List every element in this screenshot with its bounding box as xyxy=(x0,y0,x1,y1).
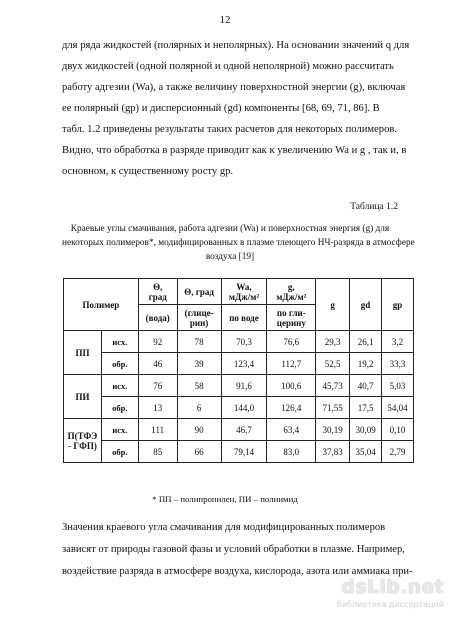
watermark-title: dsLib.net xyxy=(341,576,444,598)
table-cell: 29,3 xyxy=(316,331,350,353)
watermark-subtitle: библиотека диссертаций xyxy=(336,600,444,609)
table-cell: 3,2 xyxy=(382,331,414,353)
paragraph-line: Видно, что обработка в разряде приводит как к увеличению Wa и g , так и, в xyxy=(62,145,407,156)
table-row xyxy=(64,375,414,397)
table-cell: 5,03 xyxy=(382,375,414,397)
header-wa xyxy=(221,279,267,305)
header-theta-water: (вода) xyxy=(138,305,177,331)
data-table xyxy=(63,278,414,463)
header-g: g xyxy=(316,279,350,331)
table-cell: 35,04 xyxy=(350,441,382,463)
state-cell: обр. xyxy=(101,397,138,419)
table-cell: 45,73 xyxy=(316,375,350,397)
table-caption-line: некоторых полимеров*, модифицированных в плазме тлеющего НЧ-разряда в атмосфере xyxy=(62,238,415,248)
watermark xyxy=(294,576,444,612)
table-cell: 0,10 xyxy=(382,419,414,441)
table-cell: 70,3 xyxy=(221,331,267,353)
table-cell: 76 xyxy=(138,375,177,397)
header-polymer: Полимер xyxy=(64,279,139,331)
table-cell: 92 xyxy=(138,331,177,353)
table-cell: 2,79 xyxy=(382,441,414,463)
table-cell: 83,0 xyxy=(267,441,316,463)
header-theta2-sub xyxy=(177,305,221,331)
table-cell: 46,7 xyxy=(221,419,267,441)
table-cell: 71,55 xyxy=(316,397,350,419)
header-gp: gp xyxy=(382,279,414,331)
paragraph-line: зависят от природы газовой фазы и условий обработки в плазме. Например, xyxy=(62,544,405,555)
state-cell: исх. xyxy=(101,375,138,397)
table-row xyxy=(64,441,414,463)
table-cell: 30,19 xyxy=(316,419,350,441)
table-row xyxy=(64,397,414,419)
table-cell: 37,83 xyxy=(316,441,350,463)
table-cell: 6 xyxy=(177,397,221,419)
table-cell: 52,5 xyxy=(316,353,350,375)
table-cell: 40,7 xyxy=(350,375,382,397)
header-g-glyc xyxy=(267,279,316,305)
header-wa-line2: мДж/м² xyxy=(228,291,260,302)
polymer-name-line1: П(ТФЭ xyxy=(67,430,98,441)
header-theta-line1: Θ, xyxy=(153,281,163,292)
table-cell: 33,3 xyxy=(382,353,414,375)
state-cell: исх. xyxy=(101,331,138,353)
table-cell: 111 xyxy=(138,419,177,441)
table-cell: 39 xyxy=(177,353,221,375)
table-cell: 58 xyxy=(177,375,221,397)
paragraph-line: ее полярный (gp) и дисперсионный (gd) компоненты [68, 69, 71, 86]. В xyxy=(62,103,380,114)
table-cell: 79,14 xyxy=(221,441,267,463)
table-row xyxy=(64,331,414,353)
header-gd: gd xyxy=(350,279,382,331)
table-cell: 30,09 xyxy=(350,419,382,441)
table-footnote: * ПП – полипропилен, ПИ – полиимид xyxy=(152,494,298,504)
table-cell: 26,1 xyxy=(350,331,382,353)
header-theta2-line2: (глице- xyxy=(184,307,214,318)
state-cell: обр. xyxy=(101,441,138,463)
table-cell: 63,4 xyxy=(267,419,316,441)
paragraph-line: табл. 1.2 приведены результаты таких расчетов для некоторых полимеров. xyxy=(62,124,398,135)
header-theta2-line1: Θ, град xyxy=(184,286,214,297)
header-g-line3: по гли- xyxy=(276,307,306,318)
header-theta2 xyxy=(177,279,221,305)
header-theta xyxy=(138,279,177,305)
table-caption-line: Краевые углы смачивания, работа адгезии (Wa) и поверхностная энергия (g) для xyxy=(70,224,390,234)
header-wa-line1: Wa, xyxy=(236,281,252,292)
table-row xyxy=(64,419,414,441)
table-cell: 76,6 xyxy=(267,331,316,353)
table-cell: 91,6 xyxy=(221,375,267,397)
table-cell: 144,0 xyxy=(221,397,267,419)
header-g-line1: g, xyxy=(287,281,295,292)
table-row xyxy=(64,353,414,375)
polymer-name: ПИ xyxy=(64,375,102,419)
state-cell: обр. xyxy=(101,353,138,375)
polymer-name xyxy=(64,419,102,463)
table-label: Таблица 1.2 xyxy=(350,202,398,212)
polymer-name-line2: - ГФП) xyxy=(68,440,97,451)
state-cell: исх. xyxy=(101,419,138,441)
table-cell: 100,6 xyxy=(267,375,316,397)
table-cell: 13 xyxy=(138,397,177,419)
table-cell: 123,4 xyxy=(221,353,267,375)
header-g-line2: мДж/м² xyxy=(276,291,307,302)
table-caption-line: воздуха [19] xyxy=(205,252,255,262)
table-cell: 46 xyxy=(138,353,177,375)
paragraph-line: для ряда жидкостей (полярных и неполярных). На основании значений q для xyxy=(62,40,410,51)
table-cell: 112,7 xyxy=(267,353,316,375)
table-cell: 126,4 xyxy=(267,397,316,419)
table-cell: 90 xyxy=(177,419,221,441)
page-number: 12 xyxy=(219,14,231,26)
paragraph-line: воздействие разряда в атмосфере воздуха, кислорода, азота или аммиака при- xyxy=(62,566,413,577)
header-theta-line2: град xyxy=(148,291,167,302)
table-cell: 17,5 xyxy=(350,397,382,419)
header-theta2-line3: рин) xyxy=(189,317,209,328)
table-cell: 19,2 xyxy=(350,353,382,375)
polymer-name: ПП xyxy=(64,331,102,375)
table-cell: 78 xyxy=(177,331,221,353)
table-cell: 85 xyxy=(138,441,177,463)
paragraph-line: работу адгезии (Wa), а также величину поверхностной энергии (g), включая xyxy=(62,82,406,93)
table-header-row xyxy=(64,279,414,305)
table-cell: 66 xyxy=(177,441,221,463)
paragraph-line: Значения краевого угла смачивания для модифицированных полимеров xyxy=(62,522,386,533)
header-g-line4: церину xyxy=(276,317,306,328)
header-wa-sub: по воде xyxy=(221,305,267,331)
paragraph-line: основном, к существенному росту gp. xyxy=(62,166,234,177)
header-g-glyc-sub xyxy=(267,305,316,331)
table-cell: 54,04 xyxy=(382,397,414,419)
paragraph-line: двух жидкостей (одной полярной и одной неполярной) можно рассчитать xyxy=(62,61,394,72)
